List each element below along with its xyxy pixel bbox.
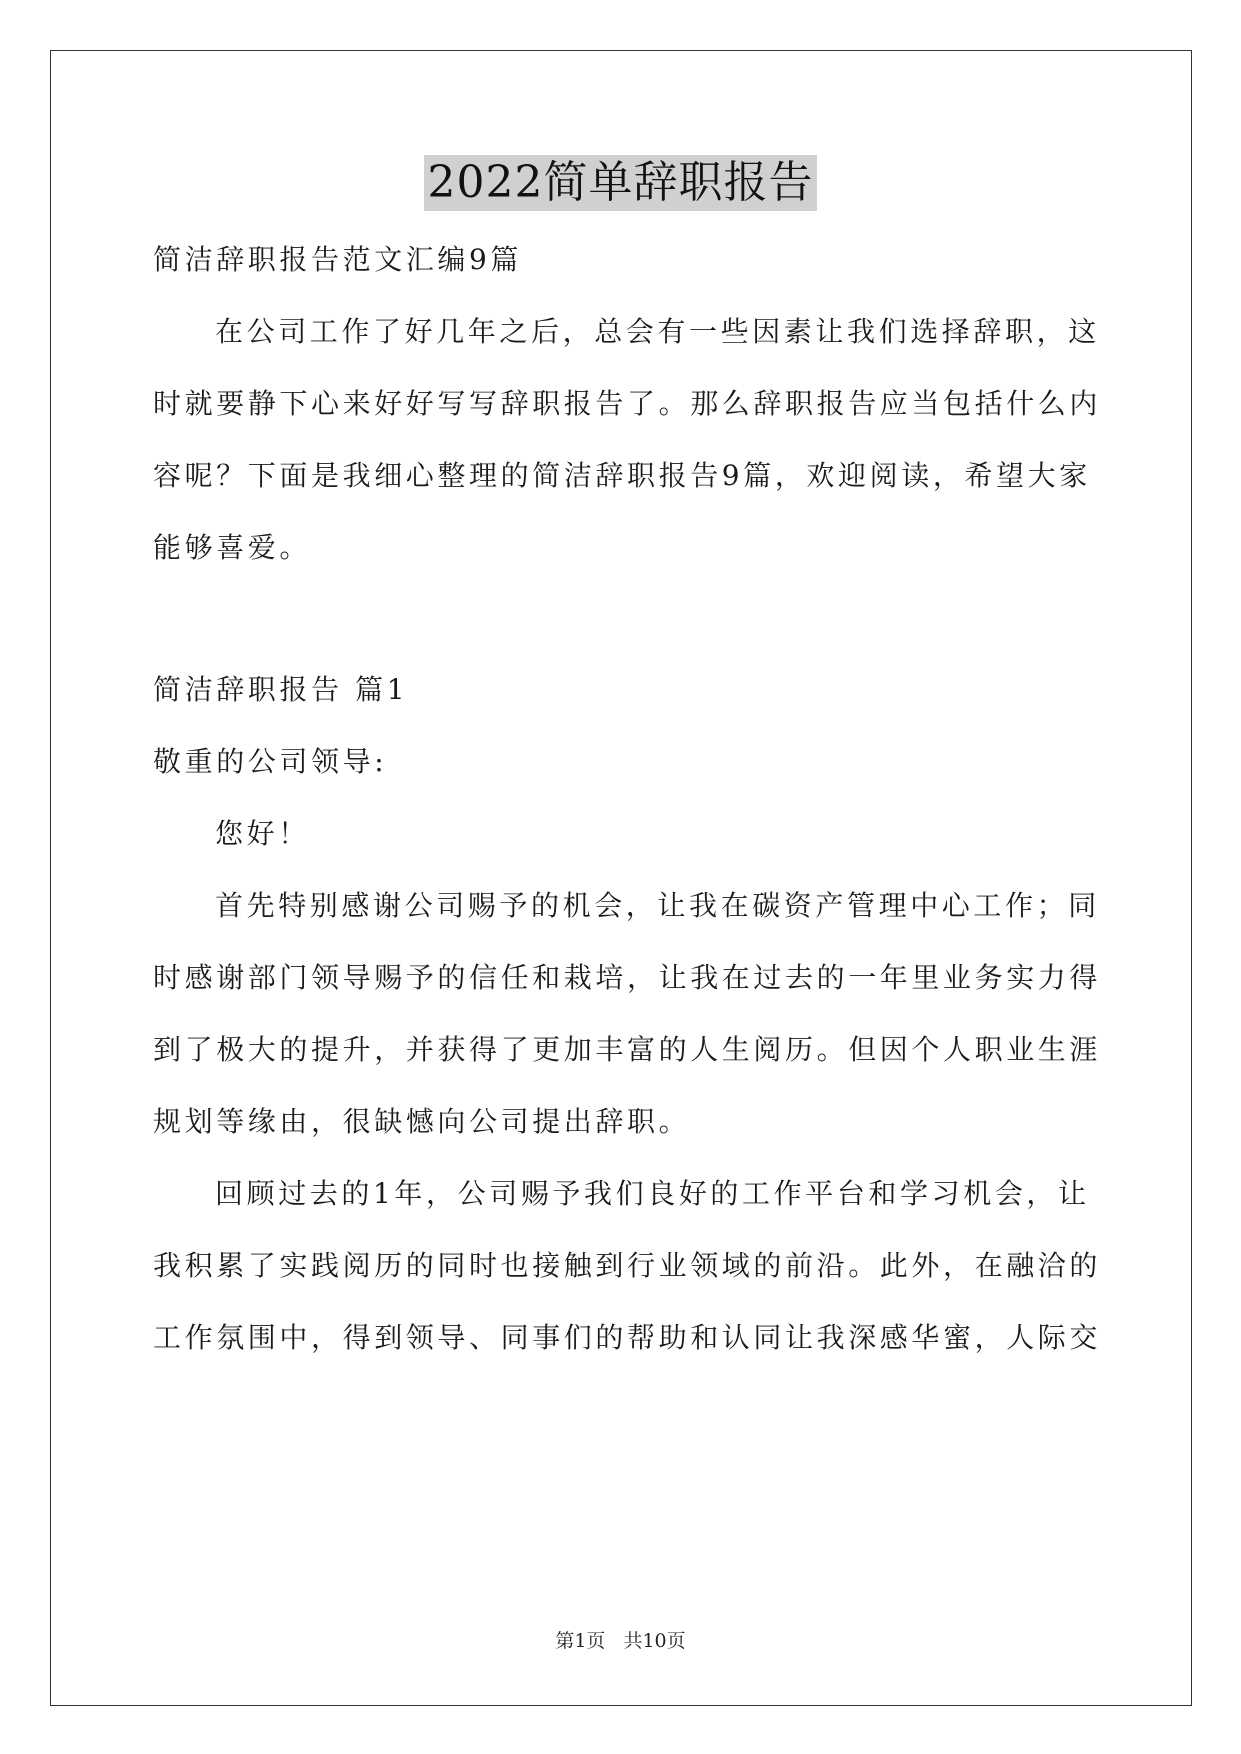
page-number: 第1页 [555, 1630, 606, 1652]
document-subtitle: 简洁辞职报告范文汇编9篇 [153, 243, 523, 276]
page-border [50, 50, 1192, 1706]
paragraph2-line-3: 工作氛围中，得到领导、同事们的帮助和认同让我深感华蜜，人际交 [153, 1321, 1102, 1354]
paragraph1-line-3: 到了极大的提升，并获得了更加丰富的人生阅历。但因个人职业生涯 [153, 1033, 1102, 1066]
paragraph2-line-1: 回顾过去的1年，公司赐予我们良好的工作平台和学习机会，让 [215, 1177, 1090, 1210]
intro-line-2: 时就要静下心来好好写写辞职报告了。那么辞职报告应当包括什么内 [153, 387, 1102, 420]
intro-line-1: 在公司工作了好几年之后，总会有一些因素让我们选择辞职，这 [215, 315, 1100, 348]
page-footer [0, 1628, 1241, 1654]
page-total: 共10页 [623, 1630, 686, 1652]
paragraph1-line-4: 规划等缘由，很缺憾向公司提出辞职。 [153, 1105, 691, 1138]
title-wrap [0, 155, 1241, 211]
salutation: 敬重的公司领导: [153, 745, 388, 778]
paragraph1-line-1: 首先特别感谢公司赐予的机会，让我在碳资产管理中心工作；同 [215, 889, 1100, 922]
paragraph2-line-2: 我积累了实践阅历的同时也接触到行业领域的前沿。此外，在融洽的 [153, 1249, 1102, 1282]
paragraph1-line-2: 时感谢部门领导赐予的信任和栽培，让我在过去的一年里业务实力得 [153, 961, 1102, 994]
document-title: 2022简单辞职报告 [424, 155, 818, 211]
section-heading: 简洁辞职报告 篇1 [153, 673, 409, 706]
greeting: 您好！ [215, 817, 310, 850]
intro-line-3: 容呢？下面是我细心整理的简洁辞职报告9篇，欢迎阅读，希望大家 [153, 459, 1091, 492]
intro-line-4: 能够喜爱。 [153, 531, 312, 564]
